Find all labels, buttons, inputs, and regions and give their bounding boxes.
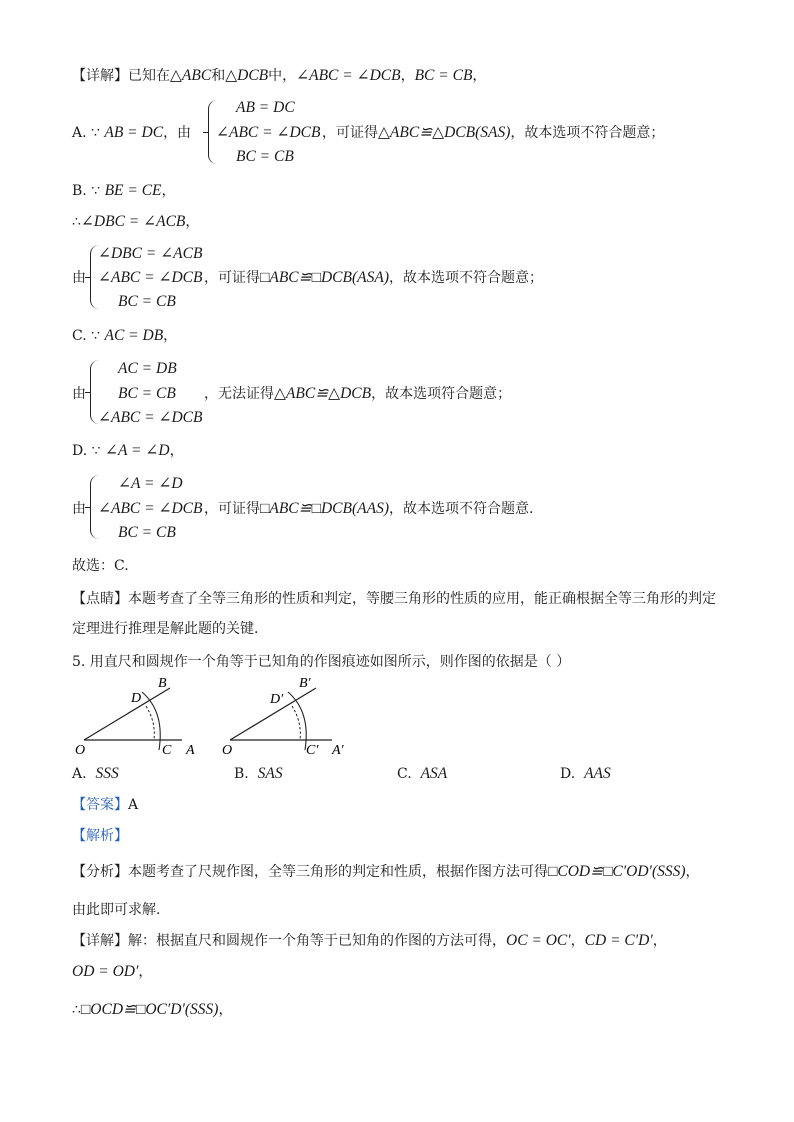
fig2-label-o: O [222,743,233,758]
option-c-cond: AC = DB [104,327,164,344]
option-d-result-line [204,499,533,519]
detail-therefore: ∴ [72,1002,81,1018]
fig1-label-o: O [75,743,86,758]
q5-option-d-value: AAS [584,765,611,782]
option-c-result-pre: ，无法证得 [204,386,274,402]
option-b-you: 由 [72,270,86,286]
fig1-dashed-chord [146,706,154,740]
mid-text: 中， [268,68,297,84]
fig2-label-a: A′ [332,743,344,758]
detail-line-2 [72,962,152,982]
fig1-label-d: D [131,691,142,706]
option-b-result-pre: ，可证得 [204,270,260,286]
option-a-sys-2: ∠ABC = ∠DCB [216,124,321,141]
option-b-line [72,181,176,201]
option-a-line [72,123,191,143]
side-eq: BC = CB [414,67,473,84]
option-a-result-pre: ，可证得 [322,125,378,141]
detail-eq-2: CD = C′D′ [584,932,653,949]
option-a-result: △ABC≌△DCB(SAS) [378,124,511,141]
and-text: 和 [211,68,226,84]
option-b-deduce-eq: ∠DBC = ∠ACB [80,213,186,230]
option-c-result: △ABC≌△DCB [274,385,372,402]
fig1-arc [142,692,160,750]
option-c-sys-1: AC = DB [118,360,177,377]
detail-line-3-end: ， [218,1002,233,1018]
comment-line-1: 【点睛】本题考查了全等三角形的性质和判定，等腰三角形的性质的应用，能正确根据全等三角形的判定 [72,591,716,607]
detail-line-1 [72,931,667,951]
triangle-dcb: △DCB [225,67,269,84]
detail-line-2-end: ， [138,964,153,980]
detail-prefix: 【详解】已知在 [72,68,170,84]
q5-option-c-value: ASA [420,765,448,782]
q5-option-d [560,764,611,784]
fig2-label-d: D′ [270,692,284,707]
choose-text: 故选：C. [72,558,129,574]
option-c-line [72,326,177,346]
therefore-symbol: ∴ [72,214,81,230]
fig2-label-c: C′ [306,743,319,758]
q5-option-c [397,764,447,784]
option-a-result-line [322,123,664,143]
fig2-dashed-chord [292,706,300,740]
analysis-tag: 【解析】 [72,828,128,844]
option-b-result-post: ，故本选项不符合题意； [389,270,543,286]
option-d-cond-end: ， [169,443,184,459]
fig1-label-c: C [162,743,172,758]
detail-end: ， [652,933,667,949]
option-d-result-pre: ，可证得 [204,501,260,517]
option-a-cond: AB = DC [104,124,164,141]
option-b-label: B. ∵ [72,183,101,199]
construction-figure [70,672,370,760]
q5-option-b-value: SAS [257,765,283,782]
option-c-result-line [204,384,511,404]
detail-eq-1: OC = OC′ [506,932,571,949]
option-c-label: C. ∵ [72,328,101,344]
figure-1 [75,676,195,758]
q5-option-d-label: D. [560,766,576,782]
q5-answer [72,795,138,815]
option-b-sys-2: ∠ABC = ∠DCB [98,269,203,286]
answer-tag: 【答案】 [72,797,128,813]
option-a-you: ，由 [163,125,192,141]
angle-eq: ∠ABC = ∠DCB [296,67,401,84]
comment-line-2: 定理进行推理是解此题的关键. [72,621,259,637]
end-text: ， [472,68,487,84]
option-d-sys-1: ∠A = ∠D [118,475,183,492]
option-d-sys-2: ∠ABC = ∠DCB [98,500,203,517]
option-b-result: □ABC≌□DCB(ASA) [260,269,389,286]
detail-line-3 [72,1000,232,1020]
q5-stem: 5. 用直尺和圆规作一个角等于已知角的作图痕迹如图所示，则作图的依据是（ ） [72,654,571,670]
detail-intro [72,66,486,86]
analysis-line-1-pre: 【分析】本题考查了尺规作图，全等三角形的判定和性质，根据作图方法可得 [72,864,548,880]
figure-2 [222,676,345,758]
option-a-result-post: ，故本选项不符合题意； [510,125,665,141]
option-c-result-post: ，故本选项符合题意； [371,386,512,402]
option-b-sys-3: BC = CB [118,293,176,310]
option-a-sys-1: AB = DC [236,99,295,116]
fig2-label-b: B′ [299,676,311,691]
analysis-line-1-math: □COD≌□C′OD′(SSS) [548,863,686,880]
option-a-sys-3: BC = CB [236,148,294,165]
option-b-deduce [72,212,199,232]
q5-option-b [234,764,283,784]
q5-option-b-label: B. [234,766,249,782]
q5-option-a-label: A. [72,766,87,782]
option-d-label: D. ∵ [72,443,101,459]
detail-sep: ， [570,933,585,949]
q5-option-a-value: SSS [95,765,119,782]
option-d-result-post: ，故本选项不符合题意. [389,501,534,517]
option-a-label: A. ∵ [72,125,100,141]
option-b-sys-1: ∠DBC = ∠ACB [98,245,203,262]
analysis-line-2: 由此即可求解. [72,902,161,918]
option-d-line [72,441,184,461]
analysis-line-1 [72,862,700,882]
detail-conclusion: □OCD≌□OC′D′(SSS) [80,1001,219,1018]
option-b-result-line [204,268,543,288]
option-c-sys-2: BC = CB [118,385,176,402]
fig1-label-a: A [186,743,195,758]
option-c-sys-3: ∠ABC = ∠DCB [98,409,203,426]
option-b-cond: BE = CE [104,182,162,199]
option-d-cond: ∠A = ∠D [105,442,170,459]
fig1-label-b: B [158,676,167,691]
sep-text: ， [400,68,415,84]
answer-value: A [128,797,139,813]
triangle-abc: △ABC [170,67,212,84]
option-d-you: 由 [72,501,86,517]
fig2-arc [288,692,306,750]
option-d-result: □ABC≌□DCB(AAS) [260,500,389,517]
q5-option-a [72,764,119,784]
analysis-line-1-end: ， [685,864,700,880]
detail-line-1-pre: 【详解】解：根据直尺和圆规作一个角等于已知角的作图的方法可得， [72,933,506,949]
option-c-you: 由 [72,386,86,402]
option-d-sys-3: BC = CB [118,524,176,541]
q5-option-c-label: C. [397,766,412,782]
option-b-cond-end: ， [161,183,176,199]
detail-eq-3: OD = OD′ [72,963,139,980]
option-b-deduce-end: ， [185,214,200,230]
option-c-cond-end: ， [163,328,178,344]
